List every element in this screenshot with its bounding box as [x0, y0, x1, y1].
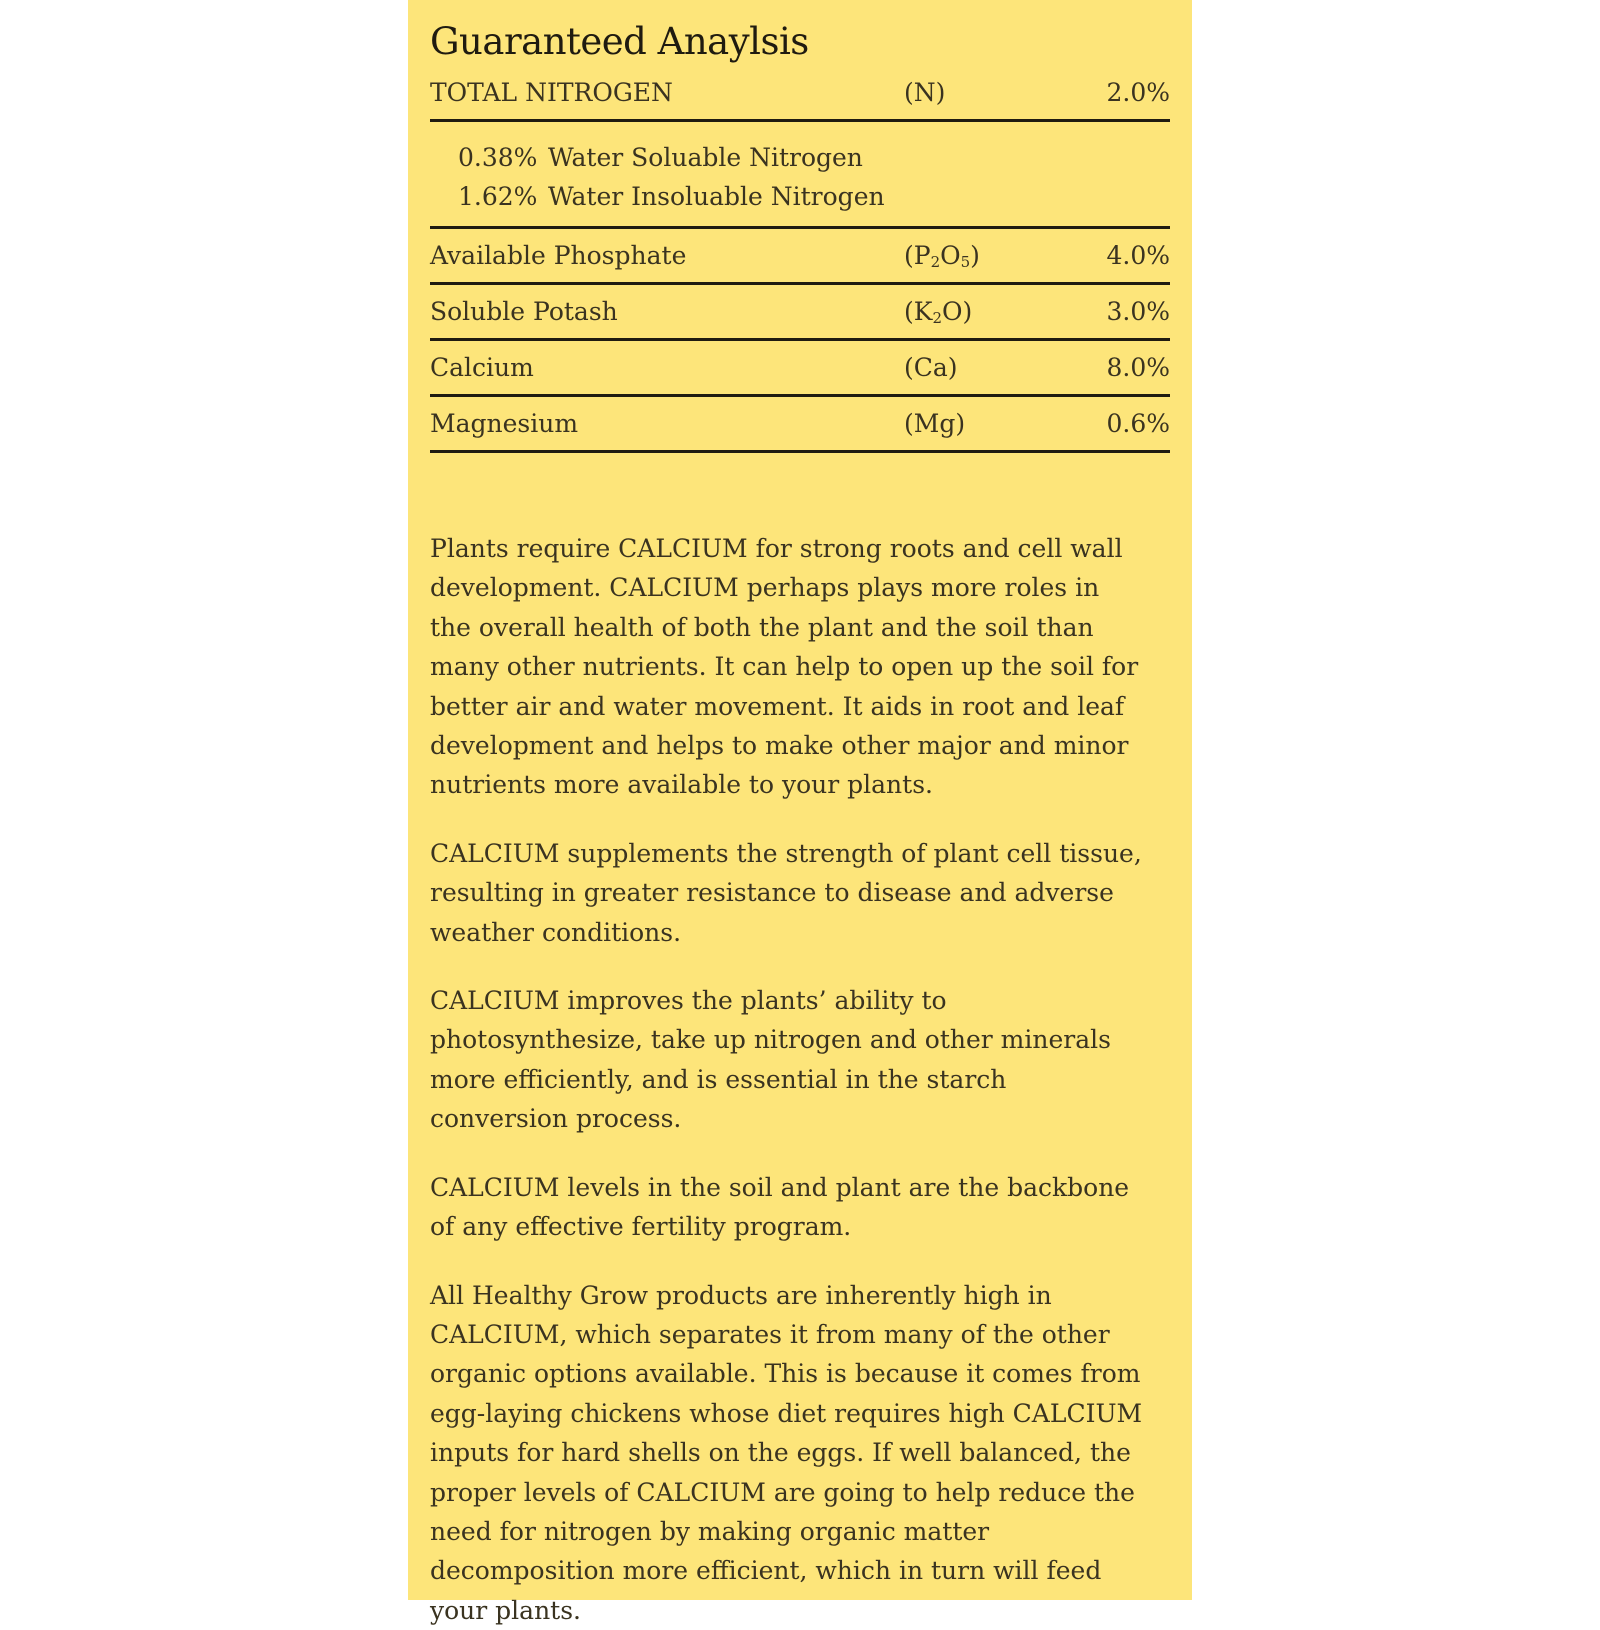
analysis-row-potash [430, 285, 1170, 341]
nutrient-symbol: $(K_2O)$ [904, 297, 1084, 326]
analysis-row-magnesium [430, 397, 1170, 453]
description-paragraph: CALCIUM improves the plants’ ability to photosynthesize, take up nitrogen and other minerals more efficiently, and is essential in the starch conversion process. [430, 981, 1144, 1139]
nutrient-name: Available Phosphate [430, 241, 904, 270]
description-paragraph: CALCIUM supplements the strength of plant cell tissue, resulting in greater resistance to disease and adverse weather conditions. [430, 834, 1144, 952]
description [430, 529, 1170, 1630]
nutrient-value: 3.0% [1084, 297, 1170, 326]
nutrient-name: Calcium [430, 353, 904, 382]
breakdown-percent: 0.38% [458, 138, 548, 177]
nitrogen-breakdown-item [458, 177, 1170, 216]
nutrient-name: Soluble Potash [430, 297, 904, 326]
nutrient-name: Magnesium [430, 409, 904, 438]
nutrient-value: 0.6% [1084, 409, 1170, 438]
nitrogen-breakdown-item [458, 138, 1170, 177]
nutrient-symbol: (N) [904, 78, 1084, 107]
breakdown-label: Water Insoluable Nitrogen [548, 177, 885, 216]
nutrient-symbol: (Mg) [904, 409, 1084, 438]
label-panel [408, 0, 1192, 1600]
nutrient-symbol: (Ca) [904, 353, 1084, 382]
description-paragraph: Plants require CALCIUM for strong roots and cell wall development. CALCIUM perhaps plays more roles in the overall health of both the plant and the soil than many other nutrients. It can help to open up the soil for better air and water movement. It aids in root and leaf development and helps to make other major and minor nutrients more available to your plants. [430, 529, 1144, 805]
nutrient-value: 4.0% [1084, 241, 1170, 270]
analysis-row-calcium [430, 341, 1170, 397]
breakdown-percent: 1.62% [458, 177, 548, 216]
page-title: Guaranteed Anaylsis [430, 16, 1170, 68]
nutrient-value: 2.0% [1084, 78, 1170, 107]
description-paragraph: CALCIUM levels in the soil and plant are the backbone of any effective fertility program. [430, 1168, 1144, 1247]
nutrient-symbol: $(P_2O_5)$ [904, 241, 1084, 270]
nutrient-value: 8.0% [1084, 353, 1170, 382]
nutrient-name: TOTAL NITROGEN [430, 78, 904, 107]
breakdown-label: Water Soluable Nitrogen [548, 138, 863, 177]
nitrogen-breakdown [430, 122, 1170, 229]
analysis-row-phosphate [430, 229, 1170, 285]
analysis-row-nitrogen [430, 78, 1170, 122]
description-paragraph: All Healthy Grow products are inherently high in CALCIUM, which separates it from many of the other organic options available. This is because it comes from egg-laying chickens whose diet requires high CALCIUM inputs for hard shells on the eggs. If well balanced, the proper levels of CALCIUM are going to help reduce the need for nitrogen by making organic matter decomposition more efficient, which in turn will feed your plants. [430, 1276, 1144, 1630]
